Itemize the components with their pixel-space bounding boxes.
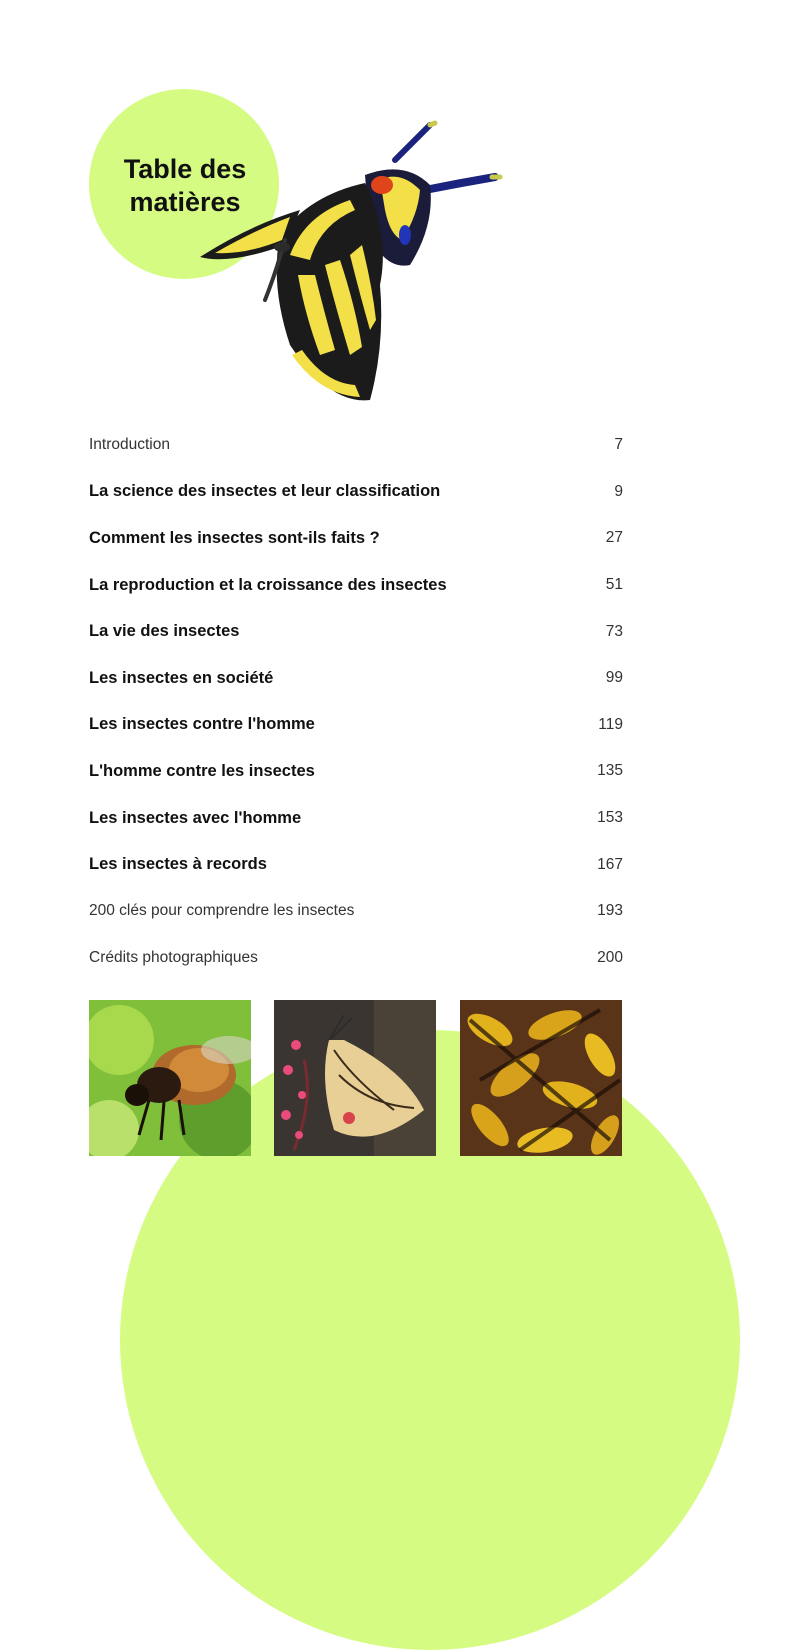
- toc-entry-page: 119: [598, 715, 623, 733]
- toc-entry[interactable]: [89, 655, 623, 702]
- toc-entry[interactable]: [89, 515, 623, 562]
- toc-entry[interactable]: [89, 608, 623, 655]
- toc-entry[interactable]: [89, 935, 623, 982]
- toc-entry-page: 9: [614, 482, 623, 500]
- toc-entry-page: 27: [605, 529, 623, 547]
- toc-entry[interactable]: [89, 795, 623, 842]
- toc-entry-title: La vie des insectes: [89, 622, 240, 641]
- toc-entry-title: Crédits photographiques: [89, 948, 258, 966]
- bumblebee-photo: [89, 1000, 251, 1156]
- page-title-line2: matières: [129, 187, 241, 217]
- toc-entry-title: Les insectes contre l'homme: [89, 715, 315, 734]
- table-of-contents: [89, 422, 623, 981]
- swallowtail-butterfly-icon: [190, 115, 510, 410]
- toc-entry-page: 153: [597, 809, 623, 827]
- toc-entry[interactable]: [89, 469, 623, 516]
- toc-entry-page: 200: [597, 948, 623, 966]
- toc-entry-page: 193: [597, 902, 623, 920]
- toc-entry[interactable]: [89, 422, 623, 469]
- toc-entry-title: Les insectes en société: [89, 668, 274, 687]
- wasps-photo: [460, 1000, 622, 1156]
- toc-entry-title: La science des insectes et leur classification: [89, 482, 441, 501]
- toc-entry-title: Introduction: [89, 436, 170, 454]
- toc-entry-page: 51: [605, 576, 623, 594]
- toc-entry[interactable]: [89, 748, 623, 795]
- toc-entry-page: 73: [605, 622, 623, 640]
- toc-entry[interactable]: [89, 702, 623, 749]
- page-title-line1: Table des: [123, 154, 247, 184]
- toc-entry[interactable]: [89, 562, 623, 609]
- toc-entry-title: 200 clés pour comprendre les insectes: [89, 902, 355, 920]
- toc-entry-title: L'homme contre les insectes: [89, 761, 315, 780]
- toc-entry-page: 135: [597, 762, 623, 780]
- toc-entry[interactable]: [89, 888, 623, 935]
- toc-entry-title: La reproduction et la croissance des insectes: [89, 575, 447, 594]
- toc-entry-page: 167: [597, 855, 623, 873]
- butterfly-photo: [274, 1000, 436, 1156]
- toc-entry-title: Les insectes avec l'homme: [89, 808, 302, 827]
- toc-entry-title: Comment les insectes sont-ils faits ?: [89, 528, 380, 547]
- toc-entry-page: 99: [605, 669, 623, 687]
- toc-entry[interactable]: [89, 841, 623, 888]
- toc-entry-page: 7: [614, 436, 623, 454]
- toc-entry-title: Les insectes à records: [89, 855, 267, 874]
